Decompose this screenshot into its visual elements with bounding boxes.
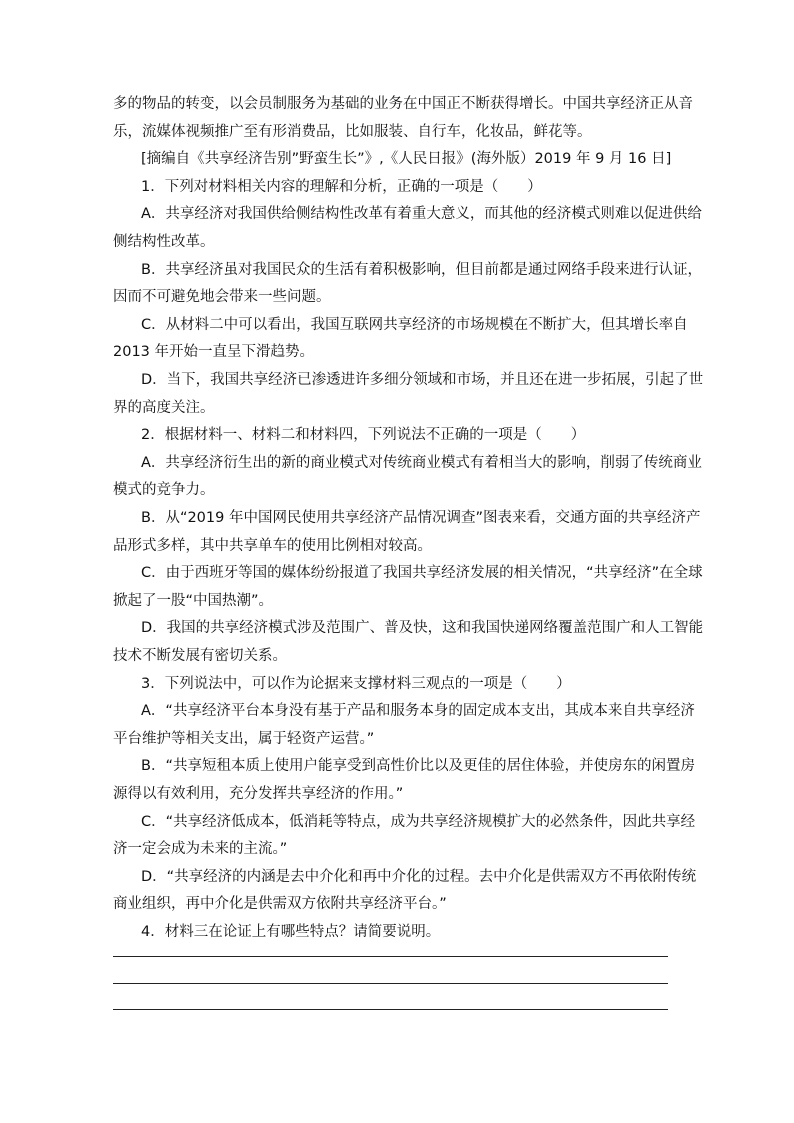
text-line: 品形式多样，其中共享单车的使用比例相对较高。 [113, 537, 432, 554]
text-line: A．“共享经济平台本身没有基于产品和服务本身的固定成本支出，其成本来自共享经济 [141, 703, 695, 720]
text-line: 模式的竞争力。 [113, 482, 215, 499]
text-line: 商业组织，再中介化是供需双方依附共享经济平台。” [113, 896, 447, 913]
text-line: 侧结构性改革。 [113, 234, 215, 250]
text-line: 源得以有效利用，充分发挥共享经济的作用。” [113, 786, 404, 802]
answer-line[interactable] [113, 983, 668, 984]
text-line: D．当下，我国共享经济已渗透进许多细分领域和市场，并且还在进一步拓展，引起了世 [141, 372, 704, 388]
text-line: A．共享经济衍生出的新的商业模式对传统商业模式有着相当大的影响，削弱了传统商业 [141, 454, 702, 471]
text-line: 因而不可避免地会带来一些问题。 [113, 289, 331, 306]
text-line: 2．根据材料一、材料二和材料四，下列说法不正确的一项是（ ） [141, 427, 586, 444]
answer-line[interactable] [113, 1009, 668, 1010]
text-line: D．我国的共享经济模式涉及范围广、普及快，这和我国快递网络覆盖范围广和人工智能 [141, 620, 704, 637]
text-line: C．由于西班牙等国的媒体纷纷报道了我国共享经济发展的相关情况，“共享经济”在全球 [141, 565, 703, 582]
text-line: 济一定会成为未来的主流。” [113, 841, 288, 858]
text-line: [摘编自《共享经济告别”野蛮生长”》,《人民日报》(海外版）2019 年 9 月 16 日] [141, 151, 672, 168]
text-line: 3．下列说法中，可以作为论据来支撑材料三观点的一项是（ ） [141, 675, 571, 692]
text-line: B．共享经济虽对我国民众的生活有着积极影响，但目前都是通过网络手段来进行认证， [141, 261, 702, 278]
answer-line[interactable] [113, 956, 668, 957]
text-line: 多的物品的转变，以会员制服务为基础的业务在中国正不断获得增长。中国共享经济正从音 [113, 96, 693, 112]
text-line: C．“共享经济低成本，低消耗等特点，成为共享经济规模扩大的必然条件，因此共享经 [141, 813, 696, 830]
text-line: A．共享经济对我国供给侧结构性改革有着重大意义，而其他的经济模式则难以促进供给 [141, 206, 702, 223]
text-line: 技术不断发展有密切关系。 [113, 648, 287, 664]
text-line: C．从材料二中可以看出，我国互联网共享经济的市场规模在不断扩大，但其增长率自 [141, 316, 688, 333]
text-line: 2013 年开始一直呈下滑趋势。 [113, 344, 315, 361]
text-line: 4．材料三在论证上有哪些特点？请简要说明。 [141, 924, 441, 940]
text-line: 掀起了一股“中国热潮”。 [113, 592, 274, 609]
text-line: D．“共享经济的内涵是去中介化和再中介化的过程。去中介化是供需双方不再依附传统 [141, 868, 697, 885]
text-line: B．“共享短租本质上使用户能享受到高性价比以及更佳的居住体验，并使房东的闲置房 [141, 758, 695, 775]
text-line: 平台维护等相关支出，属于轻资产运营。” [113, 730, 375, 747]
text-line: 1．下列对材料相关内容的理解和分析，正确的一项是（ ） [141, 178, 542, 195]
text-line: B．从“2019 年中国网民使用共享经济产品情况调查”图表来看，交通方面的共享经济产 [141, 510, 701, 526]
text-line: 界的高度关注。 [113, 399, 215, 416]
text-line: 乐，流媒体视频推广至有形消费品，比如服装、自行车，化妆品，鲜花等。 [113, 123, 592, 140]
